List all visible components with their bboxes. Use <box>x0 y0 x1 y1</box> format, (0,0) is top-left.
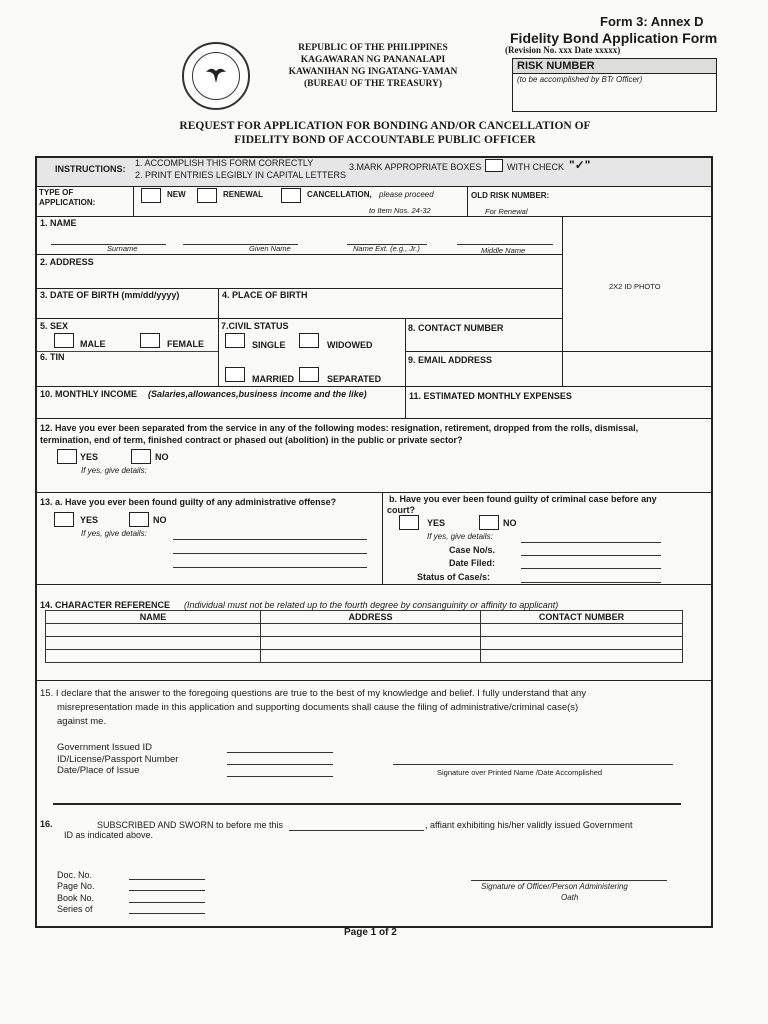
agency-header <box>268 42 478 90</box>
q16-text-2: , affiant exhibiting his/her validly issued Government <box>425 820 633 830</box>
single-checkbox[interactable] <box>225 333 245 348</box>
id-number-line[interactable] <box>227 764 333 765</box>
page-no-line[interactable] <box>129 890 205 891</box>
q13b-details-label: If yes, give details: <box>427 532 493 541</box>
tin-label: 6. TIN <box>40 352 65 362</box>
cancellation-note: please proceed <box>379 190 434 199</box>
case-status-label: Status of Case/s: <box>417 572 491 582</box>
col-address-header: ADDRESS <box>261 611 481 624</box>
q12-no-label: NO <box>155 452 169 462</box>
rule <box>37 680 711 681</box>
check-mark-symbol: "✓" <box>569 158 591 172</box>
type-of-application-label: TYPE OF APPLICATION: <box>39 188 96 207</box>
table-cell[interactable] <box>481 650 683 663</box>
rule <box>37 318 562 319</box>
cancellation-note-items: to Item Nos. 24-32 <box>369 206 431 215</box>
male-checkbox[interactable] <box>54 333 74 348</box>
q12-line-2: termination, end of term, finished contract or phased out (abolition) in the public or private sector? <box>40 435 463 445</box>
rule <box>37 254 562 255</box>
female-checkbox[interactable] <box>140 333 160 348</box>
treasury-seal-logo <box>182 42 250 110</box>
agency-line-3: KAWANIHAN NG INGATANG-YAMAN <box>288 67 458 77</box>
instruction-1: 1. ACCOMPLISH THIS FORM CORRECTLY <box>135 158 314 168</box>
table-cell[interactable] <box>481 637 683 650</box>
civil-status-label: 7.CIVIL STATUS <box>221 321 289 331</box>
date-place-issue-line[interactable] <box>227 776 333 777</box>
character-reference-table <box>45 610 683 663</box>
married-checkbox[interactable] <box>225 367 245 382</box>
agency-line-2: KAGAWARAN NG PANANALAPI <box>300 55 446 65</box>
widowed-label: WIDOWED <box>327 340 373 350</box>
photo-label: 2X2 ID PHOTO <box>609 282 661 291</box>
middle-name-caption: Middle Name <box>481 246 526 255</box>
section-divider <box>53 803 681 805</box>
series-line[interactable] <box>129 913 205 914</box>
rule <box>37 418 711 419</box>
q12-line-1: 12. Have you ever been separated from the service in any of the following modes: resignation, retirement, dropped from the rolls, dismissal, <box>40 423 639 433</box>
q13b-yes-checkbox[interactable] <box>399 515 419 530</box>
q12-yes-label: YES <box>80 452 99 462</box>
expenses-label: 11. ESTIMATED MONTHLY EXPENSES <box>409 391 572 401</box>
married-label: MARRIED <box>252 374 294 384</box>
q13a-yes-label: YES <box>80 515 99 525</box>
series-label: Series of <box>57 904 93 914</box>
table-cell[interactable] <box>46 624 261 637</box>
case-no-label: Case No/s. <box>449 545 496 555</box>
female-label: FEMALE <box>167 339 204 349</box>
book-no-label: Book No. <box>57 893 95 903</box>
q15-line-2: misrepresentation made in this application and supporting documents shall cause the filing of administrative/criminal case(s) <box>57 702 579 713</box>
separated-label: SEPARATED <box>327 374 382 384</box>
main-title <box>120 119 650 147</box>
rule <box>405 351 711 352</box>
instruction-2: 2. PRINT ENTRIES LEGIBLY IN CAPITAL LETTERS <box>135 170 347 180</box>
rule <box>467 186 468 216</box>
q12-yes-checkbox[interactable] <box>57 449 77 464</box>
gov-id-line[interactable] <box>227 752 333 753</box>
table-row[interactable] <box>46 624 683 637</box>
surname-caption: Surname <box>107 244 138 253</box>
sample-checkbox <box>485 159 503 172</box>
rule <box>405 318 406 418</box>
new-checkbox[interactable] <box>141 188 161 203</box>
table-cell[interactable] <box>261 637 481 650</box>
rule <box>37 186 711 187</box>
contact-label: 8. CONTACT NUMBER <box>408 323 504 333</box>
doc-no-label: Doc. No. <box>57 870 93 880</box>
table-cell[interactable] <box>261 624 481 637</box>
with-check-label: WITH CHECK <box>507 162 564 172</box>
rule <box>37 492 711 493</box>
table-cell[interactable] <box>481 624 683 637</box>
q13a-details-line-3[interactable] <box>173 567 367 568</box>
q13a-details-label: If yes, give details: <box>81 529 147 538</box>
single-label: SINGLE <box>252 340 286 350</box>
renewal-label: RENEWAL <box>223 190 263 199</box>
q13b-details-line[interactable] <box>521 542 661 543</box>
rule <box>37 216 711 217</box>
q12-no-checkbox[interactable] <box>131 449 151 464</box>
title-line-1: REQUEST FOR APPLICATION FOR BONDING AND/OR CANCELLATION OF <box>179 120 591 132</box>
book-no-line[interactable] <box>129 902 205 903</box>
cancellation-label: CANCELLATION, <box>307 190 372 199</box>
signature-line[interactable] <box>393 764 673 765</box>
q13a-details-line-1[interactable] <box>173 539 367 540</box>
q15-line-3: against me. <box>57 716 107 727</box>
rule <box>37 386 711 387</box>
q13a-no-label: NO <box>153 515 167 525</box>
name-label: 1. NAME <box>40 218 77 228</box>
q16-number: 16. <box>40 819 53 829</box>
case-no-line[interactable] <box>521 555 661 556</box>
table-header-row <box>46 611 683 624</box>
old-risk-note: For Renewal <box>485 207 528 216</box>
table-row[interactable] <box>46 637 683 650</box>
address-label: 2. ADDRESS <box>40 257 94 267</box>
form-number: Form 3: Annex D <box>600 14 704 29</box>
id-number-label: ID/License/Passport Number <box>57 754 179 765</box>
table-cell[interactable] <box>46 650 261 663</box>
old-risk-label: OLD RISK NUMBER: <box>471 191 550 200</box>
sworn-date-line[interactable] <box>289 830 424 831</box>
q13b-no-label: NO <box>503 518 517 528</box>
q16-text-3: ID as indicated above. <box>64 830 154 840</box>
q13a-label: 13. a. Have you ever been found guilty of any administrative offense? <box>40 497 337 507</box>
q14-label: 14. CHARACTER REFERENCE <box>40 600 171 610</box>
agency-line-4: (BUREAU OF THE TREASURY) <box>303 79 443 89</box>
renewal-checkbox[interactable] <box>197 188 217 203</box>
name-ext-caption: Name Ext. (e.g., Jr.) <box>353 244 420 253</box>
sex-label: 5. SEX <box>40 321 69 331</box>
rule <box>133 186 134 216</box>
page-number: Page 1 of 2 <box>344 927 397 938</box>
q13b-line-2: court? <box>387 505 415 515</box>
given-name-caption: Given Name <box>249 244 291 253</box>
form-title: Fidelity Bond Application Form <box>510 30 718 46</box>
revision-info: (Revision No. xxx Date xxxxx) <box>505 45 621 55</box>
dob-label: 3. DATE OF BIRTH (mm/dd/yyyy) <box>40 290 180 300</box>
separated-checkbox[interactable] <box>299 367 319 382</box>
gov-id-label: Government Issued ID <box>57 742 153 753</box>
agency-line-1: REPUBLIC OF THE PHILIPPINES <box>298 43 448 53</box>
instructions-label: INSTRUCTIONS: <box>55 164 126 174</box>
case-status-line[interactable] <box>521 582 661 583</box>
oath-caption: Oath <box>561 893 579 902</box>
doc-no-line[interactable] <box>129 879 205 880</box>
signature-caption: Signature over Printed Name /Date Accomplished <box>437 768 603 777</box>
email-label: 9. EMAIL ADDRESS <box>408 355 493 365</box>
pob-label: 4. PLACE OF BIRTH <box>222 290 308 300</box>
rule <box>37 288 562 289</box>
date-filed-line[interactable] <box>521 568 661 569</box>
q13a-no-checkbox[interactable] <box>129 512 149 527</box>
page-no-label: Page No. <box>57 881 95 891</box>
rule <box>382 492 383 584</box>
rule <box>37 584 711 585</box>
risk-number-box[interactable] <box>512 58 717 112</box>
q12-details-label: If yes, give details: <box>81 466 147 475</box>
col-contact-header: CONTACT NUMBER <box>481 611 683 624</box>
new-label: NEW <box>167 190 186 199</box>
officer-signature-line[interactable] <box>471 880 667 881</box>
q13b-yes-label: YES <box>427 518 446 528</box>
table-cell[interactable] <box>261 650 481 663</box>
rule <box>218 318 219 386</box>
q15-line-1: 15. I declare that the answer to the foregoing questions are true to the best of my knowledge and belief. I fully understand that any <box>40 688 587 699</box>
col-name-header: NAME <box>46 611 261 624</box>
middle-name-line[interactable] <box>457 244 553 245</box>
table-row[interactable] <box>46 650 683 663</box>
risk-number-label: RISK NUMBER <box>513 59 716 74</box>
male-label: MALE <box>80 339 106 349</box>
rule <box>218 288 219 318</box>
date-place-issue-label: Date/Place of Issue <box>57 765 140 776</box>
q16-text-1: SUBSCRIBED AND SWORN to before me this <box>97 820 284 830</box>
application-form <box>35 156 713 928</box>
q13b-line-1: b. Have you ever been found guilty of criminal case before any <box>389 494 657 504</box>
widowed-checkbox[interactable] <box>299 333 319 348</box>
income-label: 10. MONTHLY INCOME <box>40 389 138 399</box>
instruction-3: 3.MARK APPROPRIATE BOXES <box>349 162 482 172</box>
title-line-2: FIDELITY BOND OF ACCOUNTABLE PUBLIC OFFICER <box>234 134 536 146</box>
officer-signature-caption: Signature of Officer/Person Administering <box>481 882 628 891</box>
q13b-no-checkbox[interactable] <box>479 515 499 530</box>
date-filed-label: Date Filed: <box>449 558 496 568</box>
q14-note: (Individual must not be related up to the fourth degree by consanguinity or affinity to applicant) <box>184 600 559 610</box>
table-cell[interactable] <box>46 637 261 650</box>
risk-number-note: (to be accomplished by BTr Officer) <box>517 75 643 84</box>
rule <box>562 216 563 386</box>
cancellation-checkbox[interactable] <box>281 188 301 203</box>
q13a-yes-checkbox[interactable] <box>54 512 74 527</box>
q13a-details-line-2[interactable] <box>173 553 367 554</box>
income-note: (Salaries,allowances,business income and the like) <box>148 389 367 399</box>
eagle-icon <box>203 62 229 88</box>
